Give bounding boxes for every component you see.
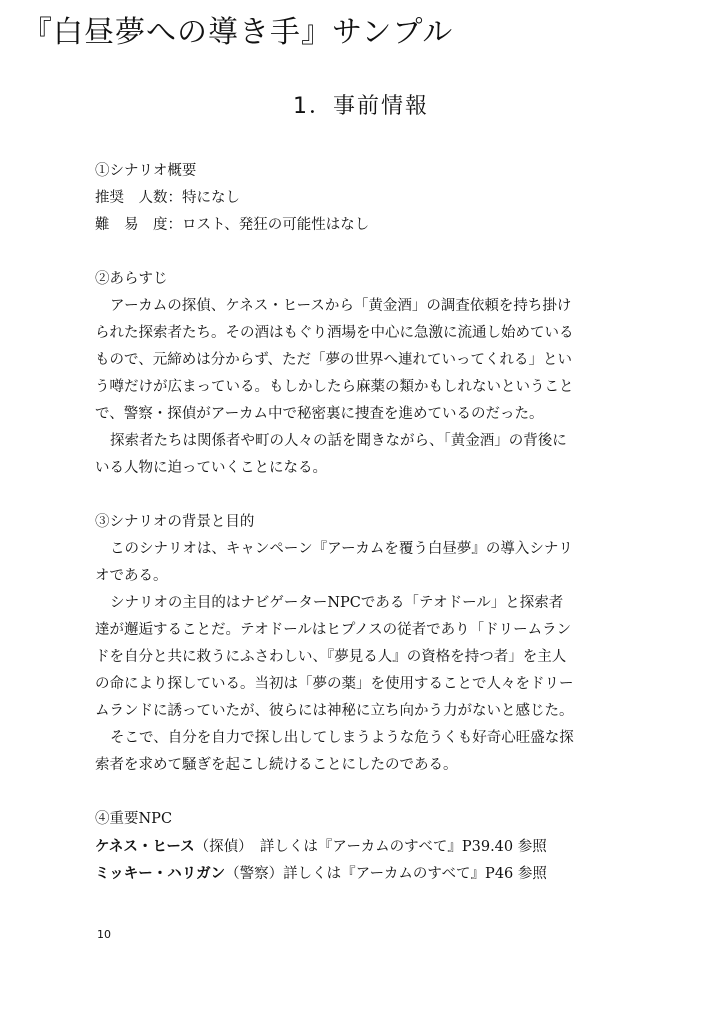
background-line: の命により探している。当初は「夢の薬」を使用することで人々をドリー [95, 676, 574, 692]
spacer [95, 239, 625, 266]
overview-heading: ①シナリオ概要 [95, 163, 197, 179]
spacer [95, 779, 625, 806]
background-line: ムランドに誘っていたが、彼らには神秘に立ち向かう力がないと感じた。 [95, 703, 574, 719]
page-number: 10 [97, 928, 111, 941]
npc-entry [95, 860, 625, 887]
synopsis-line: いる人物に迫っていくことになる。 [95, 460, 327, 476]
npc-entry [95, 833, 625, 860]
background-line: オである。 [95, 568, 168, 584]
npc-heading: ④重要NPC [95, 811, 173, 827]
synopsis-heading: ②あらすじ [95, 271, 168, 287]
synopsis-line: もので、元締めは分からず、ただ「夢の世界へ連れていってくれる」とい [95, 352, 573, 368]
background-line: そこで、自分を自力で探し出してしまうような危うくも好奇心旺盛な探 [110, 730, 574, 746]
background-line: このシナリオは、キャンペーン『アーカムを覆う白昼夢』の導入シナリ [110, 541, 573, 557]
synopsis-line: う噂だけが広まっている。もしかしたら麻薬の類かもしれないということ [95, 379, 574, 395]
npc-name: ミッキー・ハリガン [95, 865, 226, 882]
spacer [95, 482, 625, 509]
document-body [95, 158, 625, 887]
npc-detail: 詳しくは『アーカムのすべて』P39.40 参照 [245, 839, 547, 855]
background-line: ドを自分と共に救うにふさわしい、『夢見る人』の資格を持つ者」を主人 [95, 649, 567, 665]
background-line: シナリオの主目的はナビゲーターNPCである「テオドール」と探索者 [110, 595, 564, 611]
npc-detail: 詳しくは『アーカムのすべて』P46 参照 [283, 866, 547, 882]
background-line: 索者を求めて騒ぎを起こし続けることにしたのである。 [95, 757, 458, 773]
background-line: 達が邂逅することだ。テオドールはヒプノスの従者であり「ドリームラン [95, 622, 572, 638]
synopsis-line: られた探索者たち。その酒はもぐり酒場を中心に急激に流通し始めている [95, 325, 574, 341]
npc-role: （探偵） [194, 839, 246, 855]
page-title: 『白昼夢への導き手』サンプル [22, 15, 454, 50]
synopsis-line: アーカムの探偵、ケネス・ヒースから「黄金酒」の調査依頼を持ち掛け [110, 298, 572, 314]
npc-role: （警察） [225, 866, 284, 882]
overview-players: 推奨 人数：特になし [95, 190, 240, 206]
overview-difficulty: 難 易 度：ロスト、発狂の可能性はなし [95, 217, 370, 233]
section-heading: 1．事前情報 [293, 94, 429, 119]
synopsis-line: で、警察・探偵がアーカム中で秘密裏に捜査を進めているのだった。 [95, 406, 544, 422]
synopsis-line: 探索者たちは関係者や町の人々の話を聞きながら、「黄金酒」の背後に [110, 433, 567, 449]
background-heading: ③シナリオの背景と目的 [95, 514, 255, 530]
npc-name: ケネス・ヒース [95, 838, 195, 855]
